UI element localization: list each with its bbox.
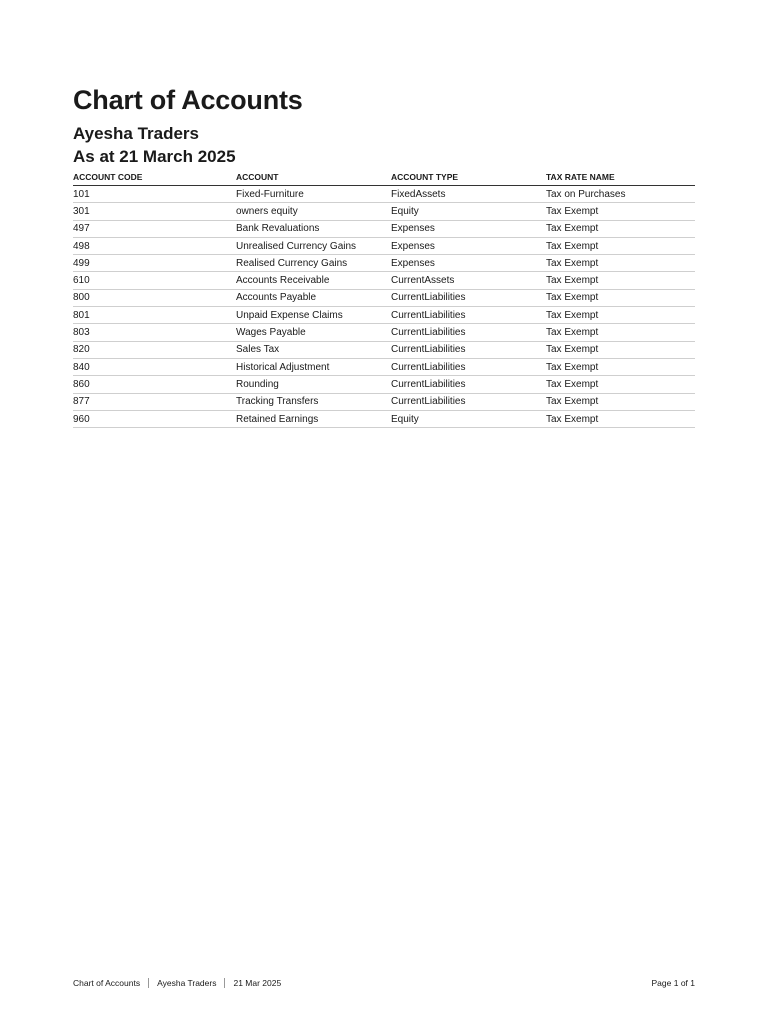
cell-account-code: 803 (73, 324, 236, 341)
cell-account: Rounding (236, 376, 391, 393)
table-row (73, 203, 695, 220)
cell-tax-rate-name: Tax Exempt (546, 376, 695, 393)
table-header-row (73, 169, 695, 186)
cell-account: Historical Adjustment (236, 358, 391, 375)
table-row (73, 272, 695, 289)
cell-tax-rate-name: Tax Exempt (546, 324, 695, 341)
header-account-code: ACCOUNT CODE (73, 169, 236, 186)
cell-tax-rate-name: Tax Exempt (546, 255, 695, 272)
cell-account: Accounts Receivable (236, 272, 391, 289)
cell-account-code: 499 (73, 255, 236, 272)
header-account-type: ACCOUNT TYPE (391, 169, 546, 186)
footer-separator (224, 978, 225, 988)
footer-left (73, 978, 281, 988)
cell-account-code: 801 (73, 307, 236, 324)
cell-tax-rate-name: Tax Exempt (546, 220, 695, 237)
cell-tax-rate-name: Tax on Purchases (546, 186, 695, 203)
cell-account-type: CurrentLiabilities (391, 289, 546, 306)
organisation-name: Ayesha Traders (73, 124, 199, 143)
table-row (73, 410, 695, 427)
report-title: Chart of Accounts (73, 85, 303, 115)
cell-account-type: Expenses (391, 237, 546, 254)
cell-account-code: 610 (73, 272, 236, 289)
cell-account-code: 877 (73, 393, 236, 410)
cell-tax-rate-name: Tax Exempt (546, 272, 695, 289)
table-row (73, 307, 695, 324)
table-row (73, 358, 695, 375)
accounts-table (73, 169, 695, 428)
table-row (73, 393, 695, 410)
header-tax-rate-name: TAX RATE NAME (546, 169, 695, 186)
cell-account: Retained Earnings (236, 410, 391, 427)
table-row (73, 324, 695, 341)
cell-account-code: 960 (73, 410, 236, 427)
cell-account-code: 820 (73, 341, 236, 358)
cell-account-code: 840 (73, 358, 236, 375)
cell-account: Wages Payable (236, 324, 391, 341)
cell-account-code: 498 (73, 237, 236, 254)
cell-tax-rate-name: Tax Exempt (546, 393, 695, 410)
page-footer (73, 978, 695, 988)
table-row (73, 341, 695, 358)
cell-tax-rate-name: Tax Exempt (546, 341, 695, 358)
cell-account-type: Expenses (391, 220, 546, 237)
cell-account-type: CurrentLiabilities (391, 307, 546, 324)
cell-account: Tracking Transfers (236, 393, 391, 410)
cell-account-type: CurrentLiabilities (391, 376, 546, 393)
table-row (73, 186, 695, 203)
cell-account-type: CurrentAssets (391, 272, 546, 289)
table-body (73, 186, 695, 428)
cell-account-code: 101 (73, 186, 236, 203)
footer-separator (148, 978, 149, 988)
footer-organisation: Ayesha Traders (157, 978, 217, 988)
report-date: As at 21 March 2025 (73, 147, 236, 166)
cell-account-type: Equity (391, 410, 546, 427)
footer-date: 21 Mar 2025 (233, 978, 282, 988)
cell-account: Realised Currency Gains (236, 255, 391, 272)
table-row (73, 237, 695, 254)
cell-account: owners equity (236, 203, 391, 220)
cell-account-type: CurrentLiabilities (391, 341, 546, 358)
cell-tax-rate-name: Tax Exempt (546, 237, 695, 254)
cell-account-code: 497 (73, 220, 236, 237)
cell-account-code: 301 (73, 203, 236, 220)
cell-account: Sales Tax (236, 341, 391, 358)
cell-tax-rate-name: Tax Exempt (546, 358, 695, 375)
footer-report-name: Chart of Accounts (73, 978, 141, 988)
cell-account-type: CurrentLiabilities (391, 324, 546, 341)
cell-account-type: Expenses (391, 255, 546, 272)
table-row (73, 376, 695, 393)
cell-tax-rate-name: Tax Exempt (546, 289, 695, 306)
cell-account-type: CurrentLiabilities (391, 358, 546, 375)
cell-account: Accounts Payable (236, 289, 391, 306)
cell-account: Fixed-Furniture (236, 186, 391, 203)
footer-page-number: Page 1 of 1 (651, 978, 695, 988)
cell-account: Bank Revaluations (236, 220, 391, 237)
table-row (73, 289, 695, 306)
cell-tax-rate-name: Tax Exempt (546, 410, 695, 427)
header-account: ACCOUNT (236, 169, 391, 186)
cell-account-type: Equity (391, 203, 546, 220)
cell-account-type: CurrentLiabilities (391, 393, 546, 410)
cell-account-code: 860 (73, 376, 236, 393)
cell-account: Unrealised Currency Gains (236, 237, 391, 254)
cell-account-type: FixedAssets (391, 186, 546, 203)
table-row (73, 220, 695, 237)
cell-tax-rate-name: Tax Exempt (546, 307, 695, 324)
cell-tax-rate-name: Tax Exempt (546, 203, 695, 220)
cell-account: Unpaid Expense Claims (236, 307, 391, 324)
table-row (73, 255, 695, 272)
cell-account-code: 800 (73, 289, 236, 306)
